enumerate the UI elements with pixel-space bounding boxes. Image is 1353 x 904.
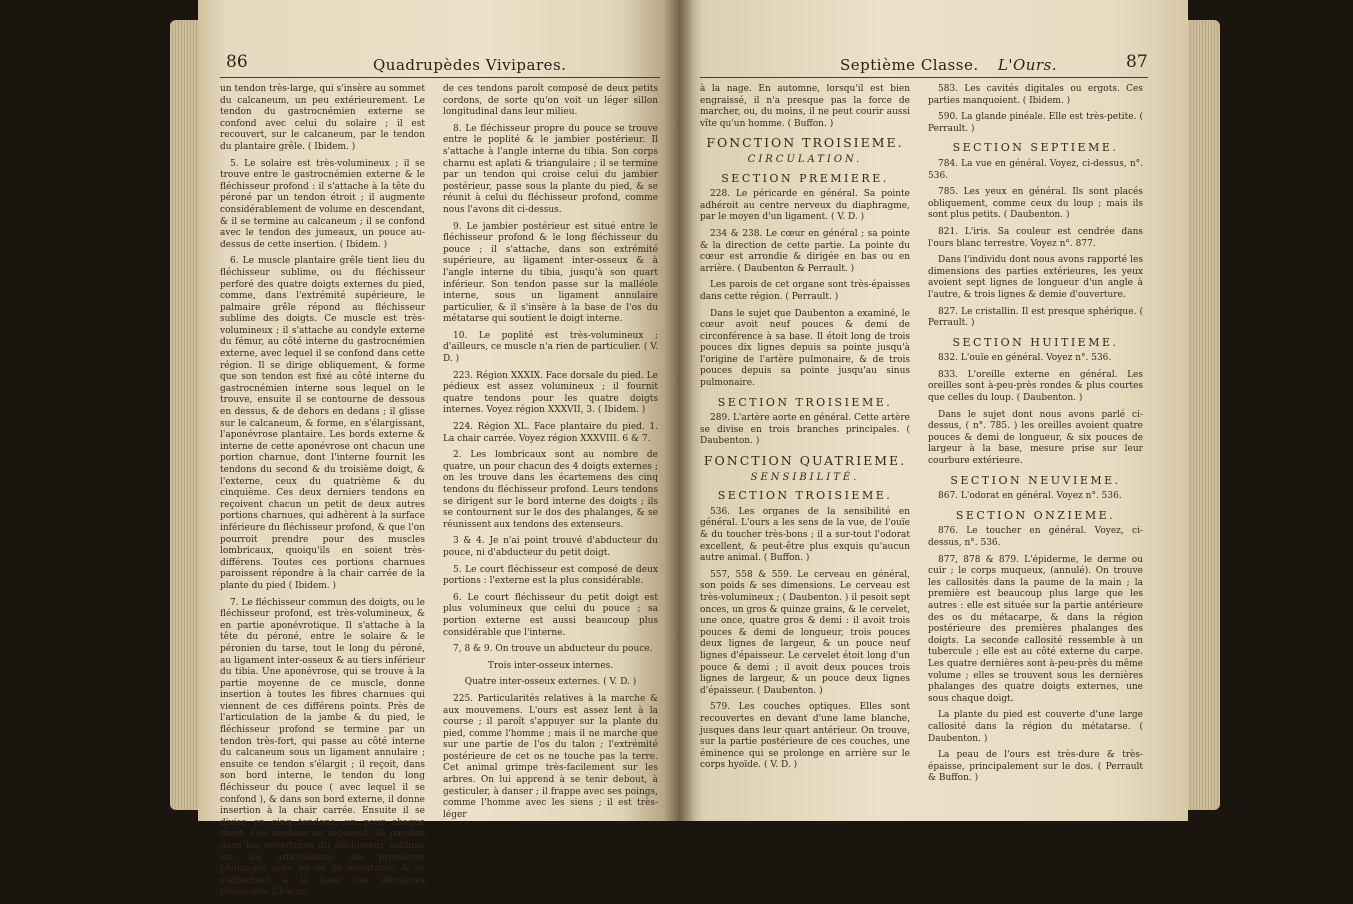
paragraph: 234 & 238. Le cœur en général ; sa pointe & la direction de cette partie. La pointe du cœur est arrondie & dirigée en bas ou en arrière. ( Daubenton & Perrault. ): [700, 228, 910, 274]
paragraph: Les parois de cet organe sont très-épaisses dans cette région. ( Perrault. ): [700, 280, 910, 302]
paragraph: de ces tendons paroît composé de deux petits cordons, de sorte qu'on voit un léger sillon longitudinal dans leur milieu.: [443, 84, 658, 118]
right-running-head: [840, 56, 1057, 74]
paragraph: 5. Le court fléchisseur est composé de deux portions : l'externe est la plus considérable.: [443, 564, 658, 587]
paragraph: 289. L'artère aorte en général. Cette artère se divise en trois branches principales. ( Daubenton. ): [700, 413, 910, 447]
right-header-rule: [700, 77, 1148, 78]
paragraph: 785. Les yeux en général. Ils sont placés obliquement, comme ceux du loup ; mais ils sont plus petits. ( Daubenton. ): [928, 187, 1143, 221]
paragraph: 7, 8 & 9. On trouve un abducteur du pouce.: [453, 644, 653, 655]
paragraph: Quatre inter-osseux externes. ( V. D. ): [464, 677, 637, 688]
right-page-edges: [1188, 20, 1220, 810]
paragraph: 833. L'oreille externe en général. Les oreilles sont à-peu-près rondes & plus courtes que celles du loup. ( Daubenton. ): [928, 369, 1143, 404]
left-header-rule: [220, 77, 660, 78]
section-heading: FONCTION TROISIEME.: [706, 135, 904, 151]
right-column-2: [928, 84, 1143, 790]
left-column-1: [220, 84, 425, 904]
paragraph: 224. Région XL. Face plantaire du pied. 1. La chair carrée. Voyez région XXXVIII. 6 & 7.: [443, 422, 658, 444]
paragraph: 877, 878 & 879. L'épiderme, le derme ou cuir ; le corps muqueux, (annulé). On trouve les callosités dans la paume de la main ; la première est beaucoup plus large que les autres : elle est située sur la partie antérieure des os du métacarpe, & dans la région postérieure des premières phalanges des doigts. La seconde callosité ressemble à un tubercule ; elle est au côté externe du carpe. Les quatre dernières sont à-peu-près du même volume ; elles se trouvent sous les dernières phalanges des quatre doigts externes, une sous chaque doigt.: [928, 554, 1143, 704]
paragraph: 6. Le muscle plantaire grêle tient lieu du fléchisseur sublime, ou du fléchisseur perforé des quatre doigts externes du pied, comme, dans l'extrémité supérieure, le palmaire grêle répond au fléchisseur sublime des doigts. Ce muscle est très-volumineux ; il s'attache au condyle externe du fémur, au côté interne du gastrocnémien externe, avec lequel il se confond dans cette région. Il se dirige obliquement, & forme que son tendon est fixé au côté interne du gastrocnémien interne sous lequel on le trouve, ensuite il se contourne de dessous en dessus, & de dehors en dedans ; il glisse sur le calcaneum, & forme, en s'élargissant, l'aponévrose plantaire. Les bords externe & interne de cette aponévrose ont chacun une portion charnue, dont l'interne fournit les tendons du second & du troisième doigt, & l'externe, ceux du quatrième & du cinquième. Ces deux derniers tendons en reçoivent chacun un petit de deux autres portions charnues, qui adhèrent à la surface inférieure du fléchisseur profond, & que l'on pourroit prendre pour des muscles lombricaux, quoiqu'ils en soient très-différens. Toutes ces portions charnues paroissent répondre à la chair carrée de la plante du pied ( Ibidem. ): [220, 256, 425, 591]
left-page: [198, 0, 678, 898]
right-page: [678, 0, 1188, 821]
paragraph: 832. L'ouïe en général. Voyez n°. 536.: [938, 353, 1112, 364]
paragraph: 3 & 4. Je n'ai point trouvé d'abducteur du pouce, ni d'abducteur du petit doigt.: [443, 536, 658, 558]
paragraph: 2. Les lombricaux sont au nombre de quatre, un pour chacun des 4 doigts externes ; on les trouve dans les écartemens des cinq tendons du fléchisseur profond. Leurs tendons se dirigent sur le bord interne des doigts ; ils se contournent sur le dos des phalanges, & se réunissent aux tendons des extenseurs.: [443, 450, 658, 530]
left-running-head: Quadrupèdes Vivipares.: [373, 56, 567, 74]
paragraph: 6. Le court fléchisseur du petit doigt est plus volumineux que celui du pouce ; sa portion externe est aussi beaucoup plus considérable que l'interne.: [443, 592, 658, 638]
paragraph: 228. Le péricarde en général. Sa pointe adhéroit au centre nerveux du diaphragme, par le moyen d'un ligament. ( V. D. ): [700, 189, 910, 223]
right-column-1: [700, 84, 910, 777]
section-heading: SECTION SEPTIEME.: [952, 141, 1119, 155]
right-running-head-animal: L'Ours.: [997, 56, 1058, 74]
paragraph: 557, 558 & 559. Le cerveau en général, son poids & ses dimensions. Le cerveau est très-volumineux ; ( Daubenton. ) il pesoit sept onces, un gros & quinze grains, & le cervelet, une once, quatre gros & demi : il avoit trois pouces & demi de longueur, trois pouces deux lignes de largeur, & un pouce neuf lignes d'épaisseur. Le cervelet étoit long d'un pouce & demi ; il avoit deux pouces trois lignes de largeur, & un pouce deux lignes d'épaisseur. ( Daubenton. ): [700, 569, 910, 696]
function-subheading: CIRCULATION.: [747, 153, 863, 165]
paragraph: La plante du pied est couverte d'une large callosité dans la région du métatarse. ( Daubenton. ): [928, 710, 1143, 744]
left-page-edges: [170, 20, 200, 810]
section-heading: SECTION NEUVIEME.: [950, 473, 1121, 487]
paragraph: 8. Le fléchisseur propre du pouce se trouve entre le poplité & le jambier postérieur. Il s'attache à l'angle interne du tibia. Son corps charnu est aplati & triangulaire ; il se termine par un tendon qui croise celui du jambier postérieur, passe sous la plante du pied, & se réunit à celui du fléchisseur profond, comme nous l'avons dit ci-dessus.: [443, 123, 658, 215]
left-page-number: 86: [226, 52, 248, 72]
book-gutter: [664, 0, 694, 821]
paragraph: Dans l'individu dont nous avons rapporté les dimensions des parties extérieures, les yeux avoient sept lignes de longueur d'un angle à l'autre, & trois lignes & demie d'ouverture.: [928, 255, 1143, 300]
section-heading: SECTION ONZIEME.: [955, 508, 1116, 522]
paragraph: 867. L'odorat en général. Voyez n°. 536.: [938, 491, 1122, 502]
paragraph: Dans le sujet dont nous avons parlé ci-dessus, ( n°. 785. ) les oreilles avoient quatre pouces & demi de longueur, & six pouces de largeur à la base, mesure prise sur leur courbure extérieure.: [928, 409, 1143, 467]
paragraph: 225. Particularités relatives à la marche & aux mouvemens. L'ours est assez lent à la course ; il paroît s'appuyer sur la plante du pied, comme l'homme ; mais il ne marche que sur une partie de l'os du talon ; l'extrémité postérieure de cet os ne touche pas la terre. Cet animal grimpe très-facilement sur les arbres. On lui apprend à se tenir debout, à gesticuler, à danser ; il frappe avec ses poings, comme l'homme avec les siens ; il est très-léger: [443, 693, 658, 820]
paragraph: 821. L'iris. Sa couleur est cendrée dans l'ours blanc terrestre. Voyez n°. 877.: [928, 226, 1143, 249]
paragraph: 536. Les organes de la sensibilité en général. L'ours a les sens de la vue, de l'ouïe & du toucher très-bons ; il a sur-tout l'odorat excellent, & peut-être plus exquis qu'aucun autre animal. ( Buffon. ): [700, 506, 910, 564]
section-heading: SECTION PREMIERE.: [721, 171, 889, 185]
paragraph: 876. Le toucher en général. Voyez, ci-dessus, n°. 536.: [928, 526, 1143, 548]
paragraph: 579. Les couches optiques. Elles sont recouvertes en devant d'une lame blanche, jusques dans leur quart antérieur. On trouve, sur la partie postérieure de ces couches, une éminence qui se prolonge en arrière sur le corps hyoïde. ( V. D. ): [700, 702, 910, 771]
section-heading: FONCTION QUATRIEME.: [703, 453, 907, 469]
section-heading: SECTION HUITIEME.: [952, 335, 1119, 349]
paragraph: 590. La glande pinéale. Elle est très-petite. ( Perrault. ): [928, 112, 1143, 134]
paragraph: 7. Le fléchisseur commun des doigts, ou le fléchisseur profond, est très-volumineux, & en partie aponévrotique. Il s'attache à la tête du péroné, entre le solaire & le péronien du tarse, tout le long du péroné, au ligament inter-osseux & au tiers inférieur du tibia. Une aponévrose, qui se trouve à la partie moyenne de ce muscle, donne insertion à toutes les fibres charnues qui viennent de ces différens points. Près de l'articulation de la jambe & du pied, le fléchisseur profond se termine par un tendon très-fort, qui passe au côté interne du calcaneum sous un ligament annulaire ; ensuite ce tendon s'élargit ; il reçoit, dans son bord interne, le tendon du long fléchisseur du pouce ( avec lequel il se confond ), & dans son bord externe, il donne insertion à la chair carrée. Ensuite il se divise en cinq tendons, un pour chaque doigt. Ces tendons se séparent, ils passent dans les ouvertures du fléchisseur sublime sur les articulations des premières phalanges avec les os du métatarse, & ils s'attachent à la base des dernières phalanges. Chacun: [220, 597, 425, 898]
function-subheading: SENSIBILITÉ.: [750, 471, 860, 483]
paragraph: 10. Le poplité est très-volumineux ; d'ailleurs, ce muscle n'a rien de particulier. ( V. D. ): [443, 330, 658, 365]
section-heading: SECTION TROISIEME.: [717, 489, 893, 503]
paragraph: Trois inter-osseux internes.: [487, 660, 614, 671]
paragraph: 223. Région XXXIX. Face dorsale du pied. Le pédieux est assez volumineux ; il fournit quatre tendons pour les quatre doigts internes. Voyez région XXXVII, 3. ( Ibidem. ): [443, 370, 658, 416]
paragraph: Dans le sujet que Daubenton a examiné, le cœur avoit neuf pouces & demi de circonférence à sa base. Il étoit long de trois pouces dix lignes depuis sa pointe jusqu'à l'origine de l'artère pulmonaire, & de trois pouces depuis sa pointe jusqu'au sinus pulmonaire.: [700, 308, 910, 389]
paragraph: 5. Le solaire est très-volumineux ; il se trouve entre le gastrocnémien externe & le fléchisseur profond : il s'attache à la tête du péroné par un tendon étroit ; il augmente considérablement de volume en descendant, & il se termine au calcaneum ; il se confond avec le tendon des jumeaux, un pouce au-dessus de cette insertion. ( Ibidem. ): [220, 158, 425, 250]
section-heading: SECTION TROISIEME.: [717, 395, 893, 409]
paragraph: 784. La vue en général. Voyez, ci-dessus, n°. 536.: [928, 158, 1143, 181]
paragraph: à la nage. En automne, lorsqu'il est bien engraissé, il n'a presque pas la force de marcher, ou, du moins, il ne peut courir aussi vîte qu'un homme. ( Buffon. ): [700, 84, 910, 129]
paragraph: La peau de l'ours est très-dure & très-épaisse, principalement sur le dos. ( Perrault & Buffon. ): [928, 750, 1143, 784]
paragraph: un tendon très-large, qui s'insère au sommet du calcaneum, un peu extérieurement. Le tendon du gastrocnémien externe se confond avec celui du solaire ; il est recouvert, sur le calcaneum, par le tendon du plantaire grêle. ( Ibidem. ): [220, 84, 425, 152]
left-column-2: [443, 84, 658, 826]
right-page-number: 87: [1126, 52, 1148, 72]
paragraph: 827. Le cristallin. Il est presque sphérique. ( Perrault. ): [928, 306, 1143, 329]
right-running-head-class: Septième Classe.: [840, 56, 979, 74]
paragraph: 9. Le jambier postérieur est situé entre le fléchisseur profond & le long fléchisseur du pouce ; il s'attache, dans son extrémité supérieure, au ligament inter-osseux & à l'angle interne du tibia, jusqu'à son quart inférieur. Son tendon passe sur la malléole interne, sous un ligament annulaire particulier, & il s'insère à la base de l'os du métatarse qui soutient le doigt interne.: [443, 221, 658, 325]
paragraph: 583. Les cavités digitales ou ergots. Ces parties manquoient. ( Ibidem. ): [928, 84, 1143, 106]
